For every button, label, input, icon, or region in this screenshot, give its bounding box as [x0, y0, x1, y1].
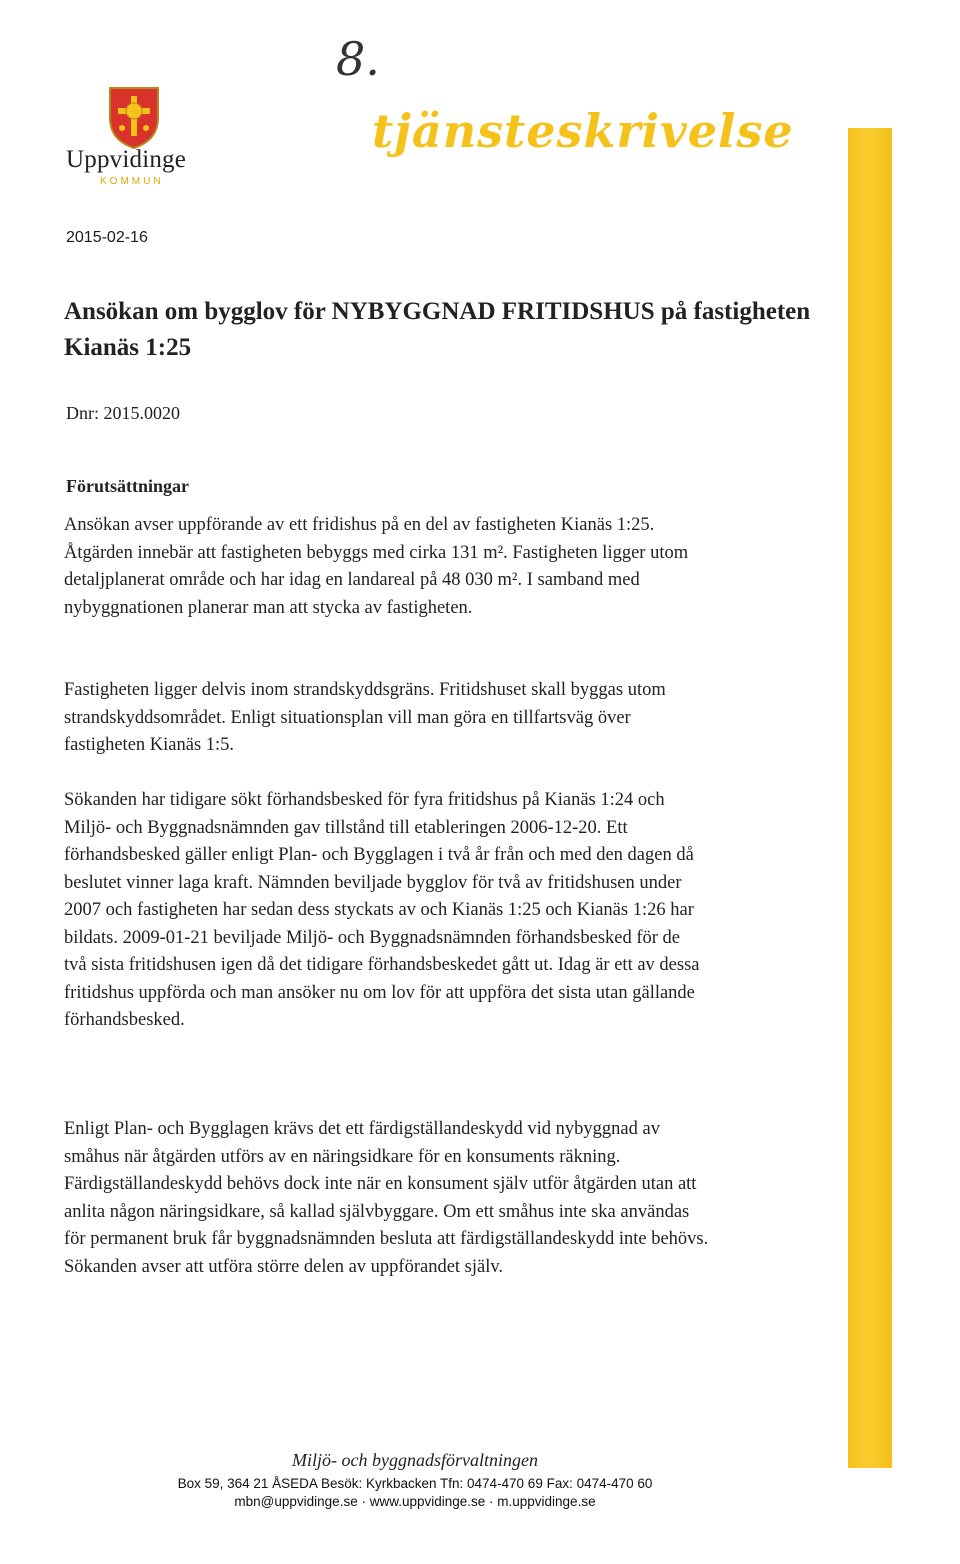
municipality-subtitle: KOMMUN — [100, 176, 164, 187]
paragraph: Enligt Plan- och Bygglagen krävs det ett färdigställandeskydd vid nybyggnad av småhus när åtgärden utförs av en näringsidkare för en konsuments räkning. Färdigställandeskydd behövs dock inte när en konsument själv utför åtgärden utan att anlita någon näringsidkare, så kallad självbyggare. Om ett småhus inte ska användas för permanent bruk får byggnadsnämnden besluta att färdigställandeskydd inte behövs. Sökanden avser att utföra större delen av uppförandet själv. — [64, 1119, 709, 1277]
paragraph: Fastigheten ligger delvis inom strandskyddsgräns. Fritidshuset skall byggas utom strandskyddsområdet. Enligt situationsplan vill man göra en tillfartsväg över fastigheten Kianäs 1:5. — [64, 680, 666, 755]
paragraph: Sökanden har tidigare sökt förhandsbesked för fyra fritidshus på Kianäs 1:24 och Miljö- och Byggnadsnämnden gav tillstånd till etableringen 2006-12-20. Ett förhandsbesked gäller enligt Plan- och Bygglagen i två år från och med den dagen då beslutet vinner laga kraft. Nämnden beviljade bygglov för två av fritidshusen under 2007 och fastigheten har sedan dess styckats av och Kianäs 1:25 och Kianäs 1:26 har bildats. 2009-01-21 beviljade Miljö- och Byggnadsnämnden förhandsbesked för de två sista fritidshusen igen då det tidigare förhandsbeskedet gått ut. Idag är ett av dessa fritidshus uppförda och man ansöker nu om lov för att uppföra det sista utan gällande förhandsbesked. — [64, 790, 700, 1030]
paragraph: Ansökan avser uppförande av ett fridishus på en del av fastigheten Kianäs 1:25. Åtgärden innebär att fastigheten bebyggs med cirka 131 m². Fastigheten ligger utom detaljplanerat område och har idag en landareal på 48 030 m². I samband med nybyggnationen planerar man att stycka av fastigheten. — [64, 515, 689, 618]
page-title: Ansökan om bygglov för NYBYGGNAD FRITIDSHUS på fastigheten Kianäs 1:25 — [64, 298, 811, 361]
coat-of-arms-icon — [104, 84, 164, 150]
document-type: tjänsteskrivelse — [372, 104, 794, 158]
handwritten-number: 8. — [336, 32, 380, 86]
footer-contact: mbn@uppvidinge.se · www.uppvidinge.se · m.uppvidinge.se — [234, 1494, 596, 1509]
decorative-yellow-bar — [848, 128, 892, 1468]
footer-address: Box 59, 364 21 ÅSEDA Besök: Kyrkbacken Tfn: 0474-470 69 Fax: 0474-470 60 — [177, 1476, 653, 1491]
section-heading: Förutsättningar — [66, 476, 189, 496]
document-date: 2015-02-16 — [66, 229, 148, 246]
municipality-name: Uppvidinge — [66, 146, 187, 173]
case-number: Dnr: 2015.0020 — [66, 403, 180, 423]
footer-unit-name: Miljö- och byggnadsförvaltningen — [292, 1450, 538, 1470]
